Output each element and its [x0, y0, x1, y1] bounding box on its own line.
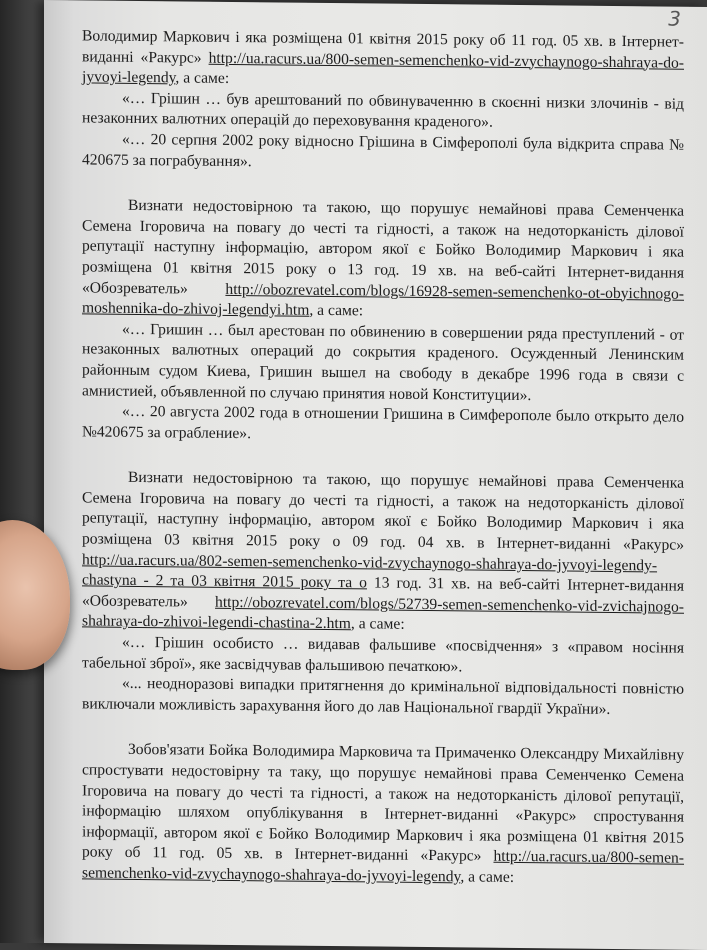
document-page [44, 0, 707, 950]
paragraph-text-tail: , а саме: [309, 301, 364, 320]
url-link[interactable]: http://obozrevatel.com/blogs/16928-semen-semenchenko-ot-obyichnogo-moshennika-do-zhivoj-legendyi.htm [82, 280, 684, 319]
paragraph [82, 26, 684, 94]
paragraph-text: «… Гришин … был арестован по обвинению в совершении ряда преступлений - от незаконных валютных операций до сокрытия краденого. Осужденный Ленинским районным судом Киева, Гришин вышел на свободу в декабре 1996 года в связи с амнистией, объявленной по случаю принятия новой Конституции». [82, 320, 684, 404]
quote-paragraph [82, 674, 684, 721]
paragraph-text: «… Грішин … був арештований по обвинуваченню в скоєнні низки злочинів - від незаконних валютних операцій до переховування краденого». [82, 89, 684, 132]
quote-paragraph [82, 319, 684, 408]
paragraph [82, 468, 684, 639]
paragraph-text-tail-2: , а саме: [350, 615, 405, 634]
paragraph-text-tail: , а саме: [460, 868, 515, 886]
paragraph-text: Визнати недостовірною та такою, що порушує немайнові права Семенченка Семена Ігоровича на повагу до честі та гідності, а також на недоторканість ділової репутації, наступну інформацію, автором якої є Бойко Володимир Маркович і яка розміщена 03 квітня 2015 року о 09 год. 04 хв. в Інтернет-виданні «Ракурс» [82, 469, 684, 554]
paragraph-text: «... неодноразові випадки притягнення до кримінальної відповідальності повністю виключали можливість зарахування його до лав Національної гвардії України». [82, 675, 684, 718]
url-link[interactable]: http://ua.racurs.ua/800-semen-semenchenko-vid-zvychaynogo-shahraya-do-jyvoyi-legendy [82, 49, 684, 87]
quote-paragraph [82, 129, 684, 176]
quote-paragraph [82, 632, 684, 679]
url-link[interactable]: http://ua.racurs.ua/802-semen-semenchenko-vid-zvychaynogo-shahraya-do-jyvoyi-legendy-chastyna - 2 та 03 квітня 2015 року та о [82, 551, 658, 592]
page-number: 3 [668, 6, 681, 31]
paragraph-text: «… 20 серпня 2002 року відносно Грішина в Сімферополі була відкрита справа № 420675 за пограбування». [82, 130, 684, 170]
quote-paragraph [82, 401, 684, 448]
document-body [82, 26, 684, 890]
paragraph [82, 196, 684, 326]
paragraph-text: Визнати недостовірною та такою, що порушує немайнові права Семенченка Семена Ігоровича на повагу до честі та гідності, а також на недоторканість ділової репутації наступну інформацію, автором якої є Бойко Володимир Маркович і яка розміщена 01 квітня 2015 року о 13 год. 19 хв. на веб-сайті Інтернет-видання «Обозреватель» [82, 197, 684, 298]
paragraph-text: «… 20 августа 2002 года в отношении Гришина в Симферополе было открыто дело №420675 за ограбление». [82, 402, 684, 442]
paragraph-text: Володимир Маркович і яка розміщена 01 квітня 2015 року об 11 год. 05 хв. в Інтернет-виданні «Ракурс» [82, 27, 684, 67]
paragraph-text: Зобов'язати Бойка Володимира Марковича та Примаченко Олександру Михайлівну спростувати недостовірну та таку, що порушує немайнові права Семенченко Семена Ігоровича на повагу до честі та гідності, а також на недоторканість ділової репутації, інформацію шляхом опублікування в Інтернет-виданні «Ракурс» спростування інформації, автором якої є Бойко Володимир Маркович і яка розміщена 01 квітня 2015 року об 11 год. 05 хв. в Інтернет-виданні «Ракурс» [82, 741, 684, 866]
quote-paragraph [82, 88, 684, 135]
paragraph-text-tail: 13 год. 31 хв. на веб-сайті Інтернет-видання «Обозреватель» [82, 574, 684, 611]
paragraph-text-tail: , а саме: [175, 69, 230, 88]
url-link[interactable]: http://ua.racurs.ua/800-semen-semenchenko-vid-zvychaynogo-shahraya-do-jyvoyi-legendy [82, 848, 684, 886]
url-link-2[interactable]: http://obozrevatel.com/blogs/52739-semen-semenchenko-vid-zvichajnogo-shahraya-do-zhivoi-legendi-chastina-2.htm [82, 593, 684, 633]
paragraph [82, 740, 684, 890]
paragraph-text: «… Грішин особисто … видавав фальшиве «посвідчення» з «правом носіння табельної зброї», яке засвідчував фальшивою печаткою». [82, 633, 684, 676]
